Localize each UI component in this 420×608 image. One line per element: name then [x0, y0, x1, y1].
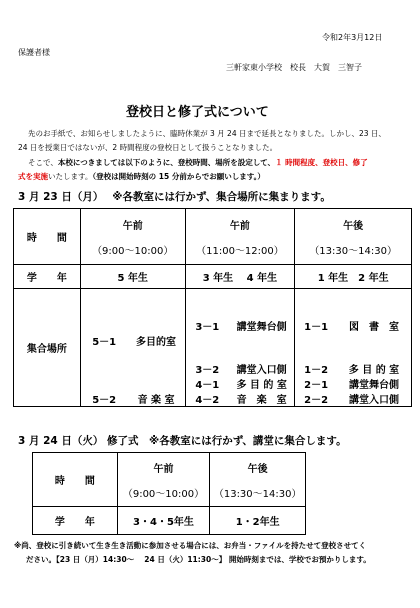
recipient: 保護者様: [18, 48, 50, 57]
document-date: 令和2年3月12日: [322, 33, 383, 42]
body-line-4: 式を実施いたします。（登校は開始時刻の 15 分前からでお願いします。）: [18, 172, 265, 181]
place-label: 集合場所: [14, 289, 81, 407]
section1-heading: 3 月 23 日（月） ※各教室には行かず、集合場所に集まります。: [18, 191, 331, 203]
schedule-table-mar23: 時 間 午前 （9:00～10:00） 午前 （11:00～12:00） 午後 （13:30～14:30） 学 年 5 年生 3 年生 4 年生 1 年生 2 年生 集合場所 5－1 多目的室 5－2 音 楽 室 3－1 講堂舞台側 3－2 講堂入口側 4－1 多 目 的 室 4－2 音 楽 室 1－1 図 書 室 1－2 多 目 的 室 2－1 講堂舞台側 2－2 講堂入口側: [13, 208, 412, 407]
schedule-table-mar24: 時 間 午前 （9:00～10:00） 午後 （13:30～14:30） 学 年 3・4・5年生 1・2年生: [32, 452, 306, 535]
footer-line-1: ※尚、登校に引き続いて生き生き活動に参加させる場合には、お弁当・ファイルを持たせて登校させてく: [14, 541, 367, 550]
section2-heading: 3 月 24 日（火） 修了式 ※各教室には行かず、講堂に集合します。: [18, 435, 347, 447]
places-grade-1-2: 1－1 図 書 室 1－2 多 目 的 室 2－1 講堂舞台側 2－2 講堂入口側: [295, 289, 412, 407]
places-grade-5: 5－1 多目的室 5－2 音 楽 室: [80, 289, 185, 407]
grade-1-2: 1 年生 2 年生: [295, 265, 412, 289]
grade-label-2: 学 年: [33, 507, 118, 535]
sender: 三軒家東小学校 校長 大賀 三智子: [226, 63, 362, 72]
document-title: 登校日と修了式について: [126, 105, 269, 120]
body-line-2: 24 日を授業日ではないが、2 時間程度の登校日として扱うことなりました。: [18, 143, 278, 152]
grade-label: 学 年: [14, 265, 81, 289]
time-label: 時 間: [14, 209, 81, 265]
footer-line-2: ださい。【23 日（月）14:30～ 24 日（火）11:30～】 開始時刻までは、学校でお預かりします。: [26, 555, 371, 564]
places-grade-3-4: 3－1 講堂舞台側 3－2 講堂入口側 4－1 多 目 的 室 4－2 音 楽 室: [185, 289, 295, 407]
body-line-3: そこで、本校につきましては以下のように、登校時間、場所を設定して、１ 時間程度、登校日、修了: [28, 158, 368, 167]
grade-pm: 1・2年生: [210, 507, 306, 535]
grade-5: 5 年生: [80, 265, 185, 289]
time-label-2: 時 間: [33, 453, 118, 507]
grade-3-4: 3 年生 4 年生: [185, 265, 295, 289]
grade-am: 3・4・5年生: [117, 507, 210, 535]
body-line-1: 先のお手紙で、お知らせしましたように、臨時休業が 3 月 24 日まで延長となりました。しかし、23 日、: [28, 129, 386, 138]
